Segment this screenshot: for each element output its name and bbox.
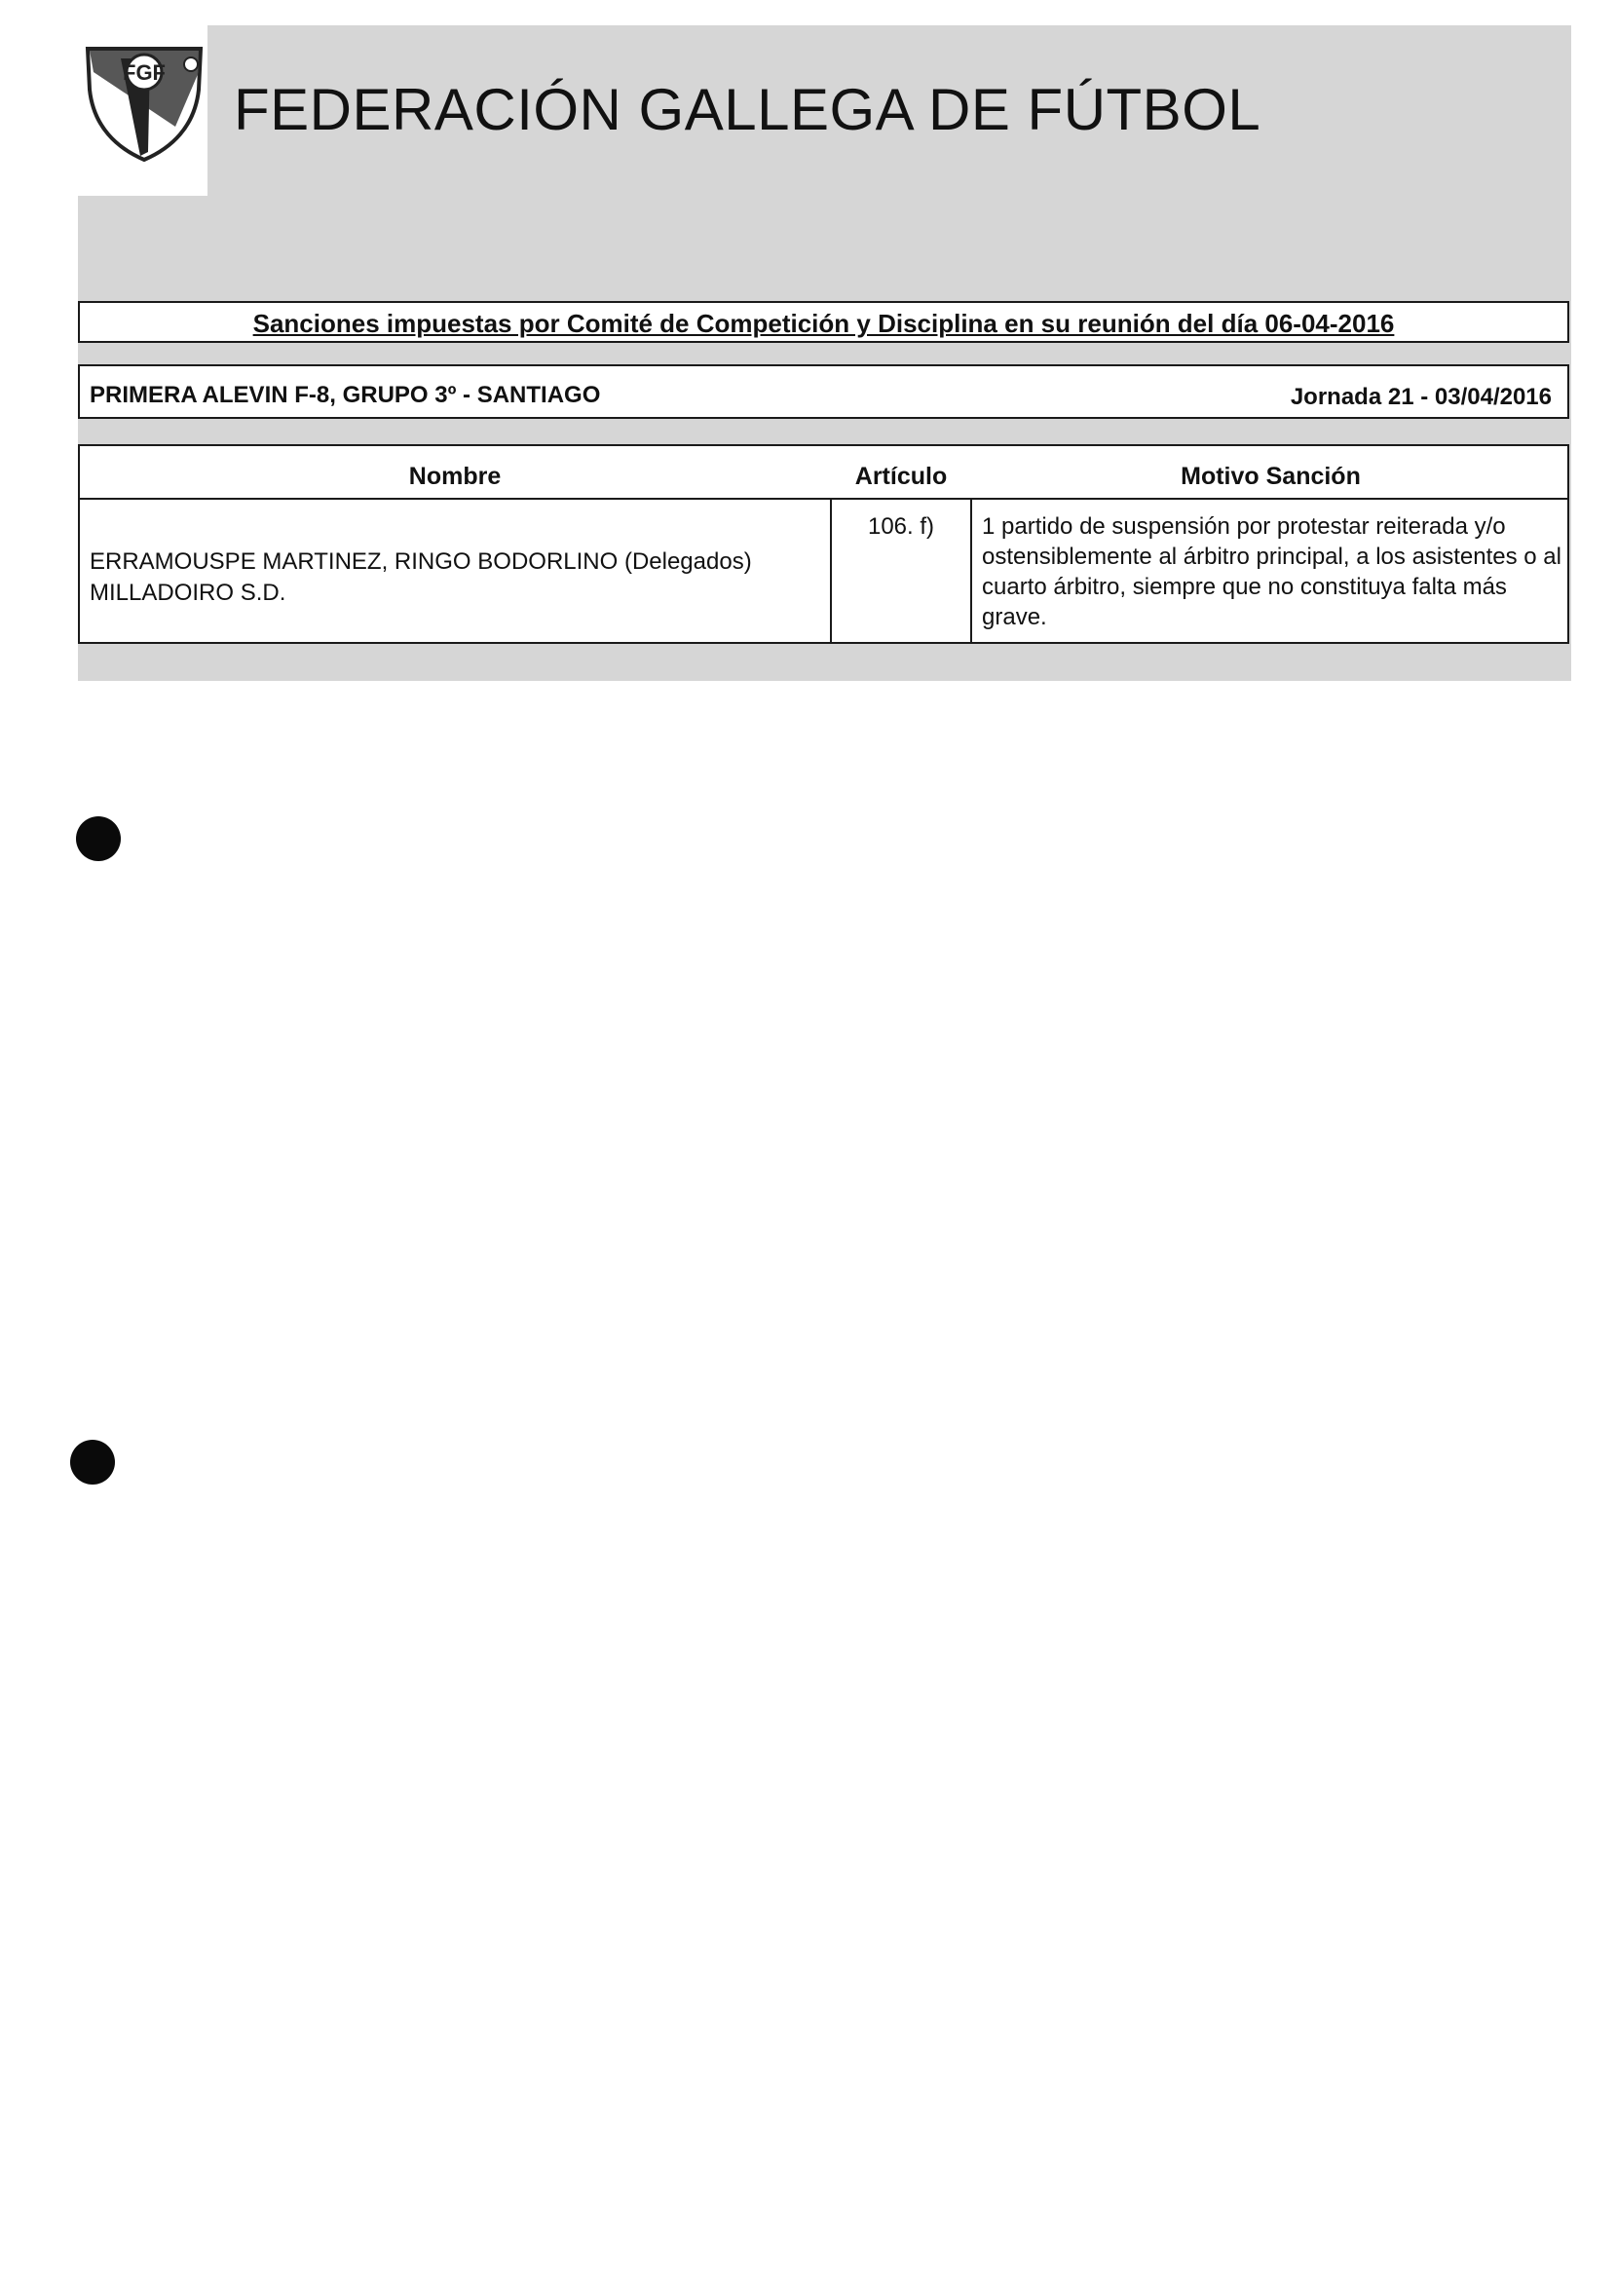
meeting-header	[78, 301, 1569, 343]
column-header-motivo: Motivo Sanción	[1181, 463, 1361, 490]
sanctioned-person-name: ERRAMOUSPE MARTINEZ, RINGO BODORLINO (Delegados)	[90, 548, 752, 575]
column-header-articulo: Artículo	[854, 463, 948, 490]
jornada-date: Jornada 21 - 03/04/2016	[1290, 384, 1552, 410]
competition-header	[78, 364, 1569, 419]
svg-text:FGF: FGF	[123, 60, 166, 85]
competition-group: PRIMERA ALEVIN F-8, GRUPO 3º - SANTIAGO	[90, 382, 601, 408]
federation-logo-icon	[82, 43, 207, 166]
column-header-nombre: Nombre	[408, 463, 502, 490]
punch-hole	[70, 1440, 115, 1485]
page-title: FEDERACIÓN GALLEGA DE FÚTBOL	[234, 77, 1261, 142]
table-divider	[80, 498, 1567, 500]
meeting-title: Sanciones impuestas por Comité de Competición y Disciplina en su reunión del día 06-04-2016	[252, 309, 1395, 338]
punch-hole	[76, 816, 121, 861]
sanctioned-club: MILLADOIRO S.D.	[90, 580, 286, 606]
sanctions-table	[78, 444, 1569, 644]
column-divider	[970, 498, 972, 642]
reason-cell: 1 partido de suspensión por protestar reiterada y/o ostensiblemente al árbitro principal, a los asistentes o al cuarto árbitro, siempre que no constituya falta más grave.	[982, 513, 1561, 630]
article-cell: 106. f)	[867, 513, 935, 540]
